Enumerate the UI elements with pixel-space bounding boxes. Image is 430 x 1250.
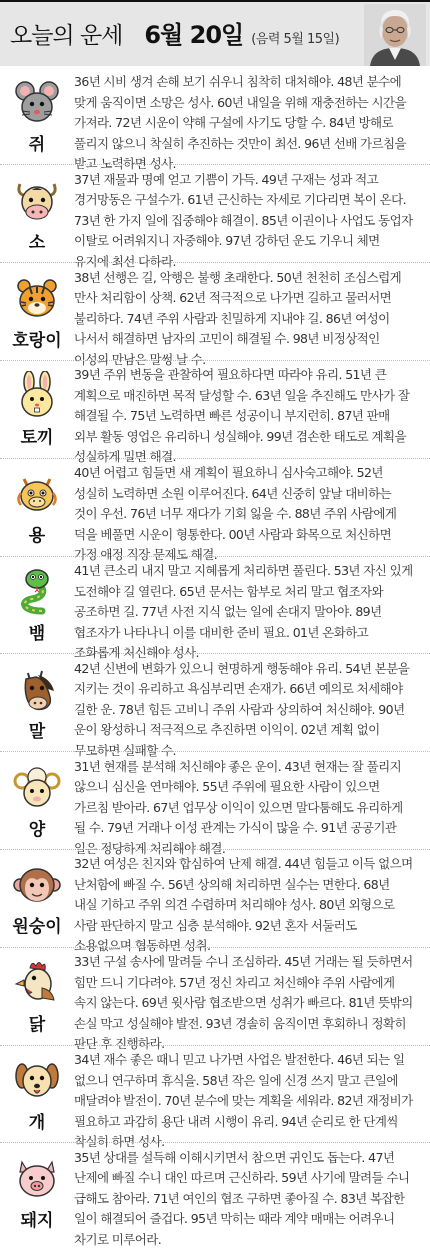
fortune-text: 33년 구설 송사에 말려들 수니 조심하라. 45년 거래는 될 듯하면서 힘만 드니 기다려야. 57년 정신 차리고 처신해야 주위 사람에게 속지 않는다. 69년 윗사람 협조받으면 성취가 빠르다. 81년 뜻밖의 손실 막고 성실해야 발전. 93년 경솔히 움직이면 후회하니 정확히 판단 후 진행하라. — [74, 954, 413, 1052]
sign-label: 원숭이 — [12, 917, 62, 938]
sign-label: 뱀 — [28, 624, 46, 644]
header-date: 6월 20일 — [144, 21, 244, 49]
sign-label: 토끼 — [20, 428, 54, 449]
pig-icon — [12, 1154, 62, 1204]
rabbit-icon — [12, 371, 62, 421]
monkey-icon — [12, 860, 62, 910]
dragon-icon — [12, 469, 62, 519]
sign-label: 용 — [28, 526, 46, 547]
fortune-row-ox — [0, 166, 430, 269]
fortune-row-rabbit — [0, 361, 430, 465]
fortune-row-tiger — [0, 264, 430, 367]
fortune-text: 37년 재물과 명예 얻고 기쁨이 가득. 49년 구재는 성과 적고 경거망동은 구설수가. 61년 근신하는 자세로 기다리면 복이 온다. 73년 한 가지 일에 집중해야 해결이. 85년 이권이나 사업도 동업자 이탈로 어려워지니 자중해야. 97년 강하던 운도 기우니 체면 유지에 최선 다하라. — [74, 171, 413, 269]
sign-label: 쥐 — [28, 135, 46, 155]
sign-label: 소 — [28, 232, 46, 253]
fortune-text: 39년 주위 변동을 관찰하여 필요하다면 따라야 유리. 51년 큰 계획으로 매진하면 목적 달성할 수. 63년 일을 추진해도 만사가 잘 해결될 수. 75년 노력하면 빠른 성공이니 부지런히. 87년 판매 외부 활동 영업은 유리하니 성실해야. 99년 겸손한 태도로 계획을 성실하게 밀면 해결. — [74, 367, 410, 465]
fortune-text: 35년 상대를 설득해 이해시키면서 참으면 귀인도 돕는다. 47년 난제에 빠질 수니 대인 따르며 근신하라. 59년 사기에 말려들 수니 급해도 참아라. 71년 여인의 협조 구하면 좋아질 수. 83년 복잡한 일이 해결되어 즐겁다. 95년 막히는 때라 계약 매매는 어려우니 차기로 미루어라. — [74, 1149, 410, 1247]
page-title: 오늘의 운세 — [10, 23, 123, 49]
fortune-row-dragon — [0, 459, 430, 563]
sign-label: 개 — [28, 1113, 46, 1133]
lunar-date: (음력 5월 15일) — [251, 32, 340, 47]
fortune-row-sheep — [0, 753, 430, 856]
sign-label: 양 — [28, 819, 46, 840]
fortune-text: 42년 신변에 변화가 있으니 현명하게 행동해야 유리. 54년 본분을 지키는 것이 유리하고 욕심부리면 손재가. 66년 예의로 처세해야 길한 운. 78년 힘든 고비니 주위 사람과 상의하여 처신해야. 90년 운이 왕성하니 적극적으로 추진하면 이익이. 02년 계획 없이 무모하면 실패할 수. — [74, 660, 410, 758]
fortune-text: 40년 어렵고 힘들면 새 계획이 필요하니 심사숙고해야. 52년 성실히 노력하면 소원 이루어진다. 64년 신중히 앞날 대비하는 것이 우선. 76년 너무 재다가 기회 잃을 수. 88년 주위 사람에게 덕을 베풀면 시운이 형통한다. 00년 사람과 화목으로 처신하면 가정 애정 직장 문제도 해결. — [74, 465, 397, 563]
dog-icon — [12, 1056, 62, 1106]
fortune-row-rat — [0, 68, 430, 171]
fortune-text: 34년 재수 좋은 때니 믿고 나가면 사업은 발전한다. 46년 되는 일 없으니 연구하며 휴식을. 58년 작은 일에 신경 쓰지 말고 큰일에 매달려야 발전이. 70년 분수에 맞는 계획을 세워라. 82년 재정비가 필요하고 과감히 용단 내려 시행이 유리. 94년 순리로 한 단계씩 착실히 하면 성사. — [74, 1052, 413, 1149]
fortune-row-monkey — [0, 850, 430, 954]
ox-icon — [12, 176, 62, 226]
sheep-icon — [12, 763, 62, 813]
sign-label: 돼지 — [20, 1210, 54, 1231]
fortune-row-snake — [0, 557, 430, 660]
fortune-row-pig — [0, 1144, 430, 1247]
fortune-text: 36년 시비 생겨 손해 보기 쉬우니 침착히 대처해야. 48년 분수에 맞게 움직이면 소망은 성사. 60년 내일을 위해 재충전하는 시간을 가져라. 72년 시운이 약해 구설에 사기도 당할 수. 84년 방해로 풀리지 않으니 착실히 추진하는 것만이 최선. 96년 선배 가르침을 받고 노력하면 성사. — [74, 74, 406, 171]
fortune-row-dog — [0, 1046, 430, 1149]
fortune-text: 31년 현재를 분석해 처신해야 좋은 운이. 43년 현재는 잘 풀리지 않으니 심신을 연마해야. 55년 주위에 필요한 사람이 있으면 가르침 받아라. 67년 업무상 이익이 있으면 말다툼해도 유리하게 될 수. 79년 거래나 이성 관계는 가식이 많을 수. 91년 공공기관 일은 정당하게 처리해야 해결. — [74, 758, 403, 856]
sign-label: 말 — [28, 721, 46, 742]
fortune-row-horse — [0, 655, 430, 758]
rat-icon — [12, 78, 62, 128]
tiger-icon — [12, 274, 62, 324]
fortune-row-rooster — [0, 948, 430, 1052]
fortune-text: 41년 큰소리 내지 말고 지혜롭게 처리하면 풀린다. 53년 자신 있게 도전해야 길 열린다. 65년 문서는 함부로 처리 말고 협조자와 공조하면 길. 77년 사전 지식 없는 일에 손대지 말아야. 89년 협조자가 나타나니 이를 대비한 준비 필요. 01년 온화하고 조화롭게 처신해야 성사. — [74, 563, 413, 660]
sign-label: 닭 — [28, 1015, 46, 1036]
fortune-text: 32년 여성은 친지와 합심하여 난제 해결. 44년 힘들고 이득 없으며 난처함에 빠질 수. 56년 상의해 처리하면 실수는 면한다. 68년 내실 기하고 주위 의견 수렴하며 처리해야 성사. 80년 외형으로 사람 판단하지 말고 심층 분석해야. 92년 혼자 서둘러도 소용없으며 협동하면 성취. — [74, 856, 413, 954]
rooster-icon — [12, 958, 62, 1008]
fortune-text: 38년 선행은 길, 악행은 불행 초래한다. 50년 천천히 조심스럽게 만사 처리함이 상책. 62년 적극적으로 나가면 길하고 물러서면 불리하다. 74년 주위 사람과 친밀하게 지내야 길. 86년 여성이 나서서 해결하면 남자의 고민이 해결될 수. 98년 비정상적인 이성의 만남은 말썽 날 수. — [74, 269, 402, 367]
snake-icon — [12, 567, 62, 617]
header-text — [10, 15, 339, 50]
header — [0, 0, 430, 66]
sign-label: 호랑이 — [12, 330, 62, 351]
author-portrait-icon — [364, 4, 426, 66]
horse-icon — [12, 665, 62, 715]
